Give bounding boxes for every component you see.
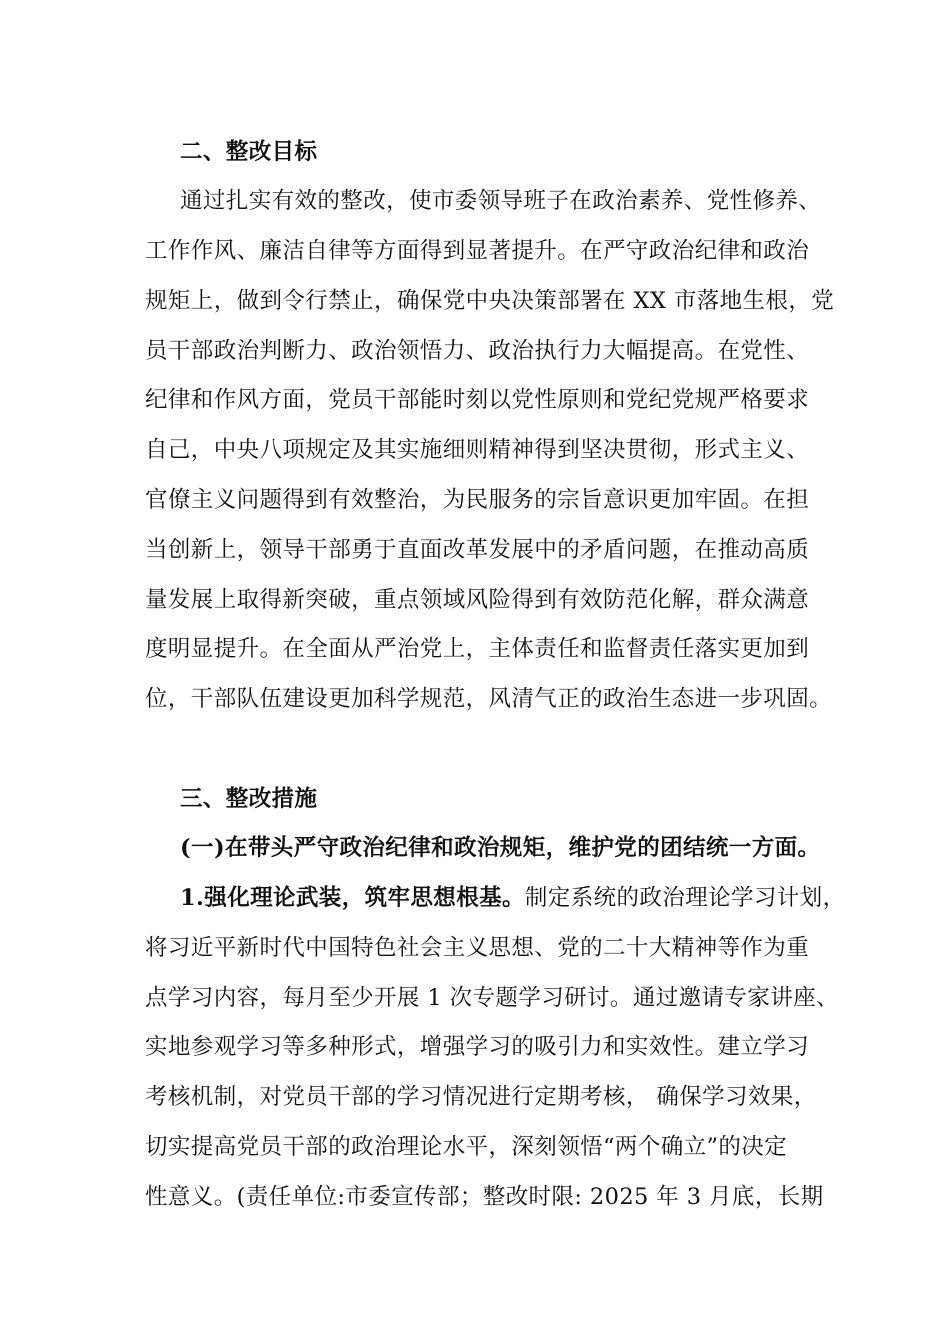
paragraph-line: 考核机制，对党员干部的学习情况进行定期考核， 确保学习效果， bbox=[145, 1084, 817, 1110]
paragraph-line: 切实提高党员干部的政治理论水平，深刻领悟“两个确立”的决定 bbox=[145, 1134, 788, 1160]
paragraph-line: 量发展上取得新突破，重点领域风险得到有效防范化解，群众满意 bbox=[145, 587, 810, 613]
paragraph-line: 员干部政治判断力、政治领悟力、政治执行力大幅提高。在党性、 bbox=[145, 338, 810, 364]
paragraph-line: 位，干部队伍建设更加科学规范，风清气正的政治生态进一步巩固。 bbox=[145, 686, 833, 712]
section-3-heading: 三、整改措施 bbox=[180, 786, 318, 812]
paragraph-line: 点学习内容，每月至少开展 1 次专题学习研讨。通过邀请专家讲座、 bbox=[145, 985, 839, 1011]
paragraph-line: 纪律和作风方面，党员干部能时刻以党性原则和党纪党规严格要求 bbox=[145, 387, 810, 413]
section-2-heading: 二、整改目标 bbox=[180, 139, 318, 165]
paragraph-line: 工作作风、廉洁自律等方面得到显著提升。在严守政治纪律和政治 bbox=[145, 238, 810, 264]
subsection-1-heading: (一)在带头严守政治纪律和政治规矩，维护党的团结统一方面。 bbox=[180, 835, 821, 861]
paragraph-line: 度明显提升。在全面从严治党上，主体责任和监督责任落实更加到 bbox=[145, 636, 810, 662]
item-1-first-line bbox=[180, 883, 846, 913]
paragraph-line: 自己，中央八项规定及其实施细则精神得到坚决贯彻，形式主义、 bbox=[145, 437, 810, 463]
paragraph-line: 规矩上，做到令行禁止，确保党中央决策部署在 XX 市落地生根，党 bbox=[145, 288, 835, 314]
paragraph-line: 性意义。(责任单位:市委宣传部；整改时限: 2025 年 3 月底，长期 bbox=[145, 1184, 824, 1210]
paragraph-line: 通过扎实有效的整改，使市委领导班子在政治素养、党性修养、 bbox=[180, 188, 822, 214]
item-1-lead: 1.强化理论武装，筑牢思想根基。 bbox=[180, 885, 525, 911]
paragraph-line: 官僚主义问题得到有效整治，为民服务的宗旨意识更加牢固。在担 bbox=[145, 487, 810, 513]
paragraph-line: 当创新上，领导干部勇于直面改革发展中的矛盾问题，在推动高质 bbox=[145, 537, 810, 563]
paragraph-line: 实地参观学习等多种形式，增强学习的吸引力和实效性。建立学习 bbox=[145, 1034, 810, 1060]
paragraph-line: 将习近平新时代中国特色社会主义思想、党的二十大精神等作为重 bbox=[145, 935, 810, 961]
item-1-first-line-rest: 制定系统的政治理论学习计划， bbox=[524, 885, 846, 911]
